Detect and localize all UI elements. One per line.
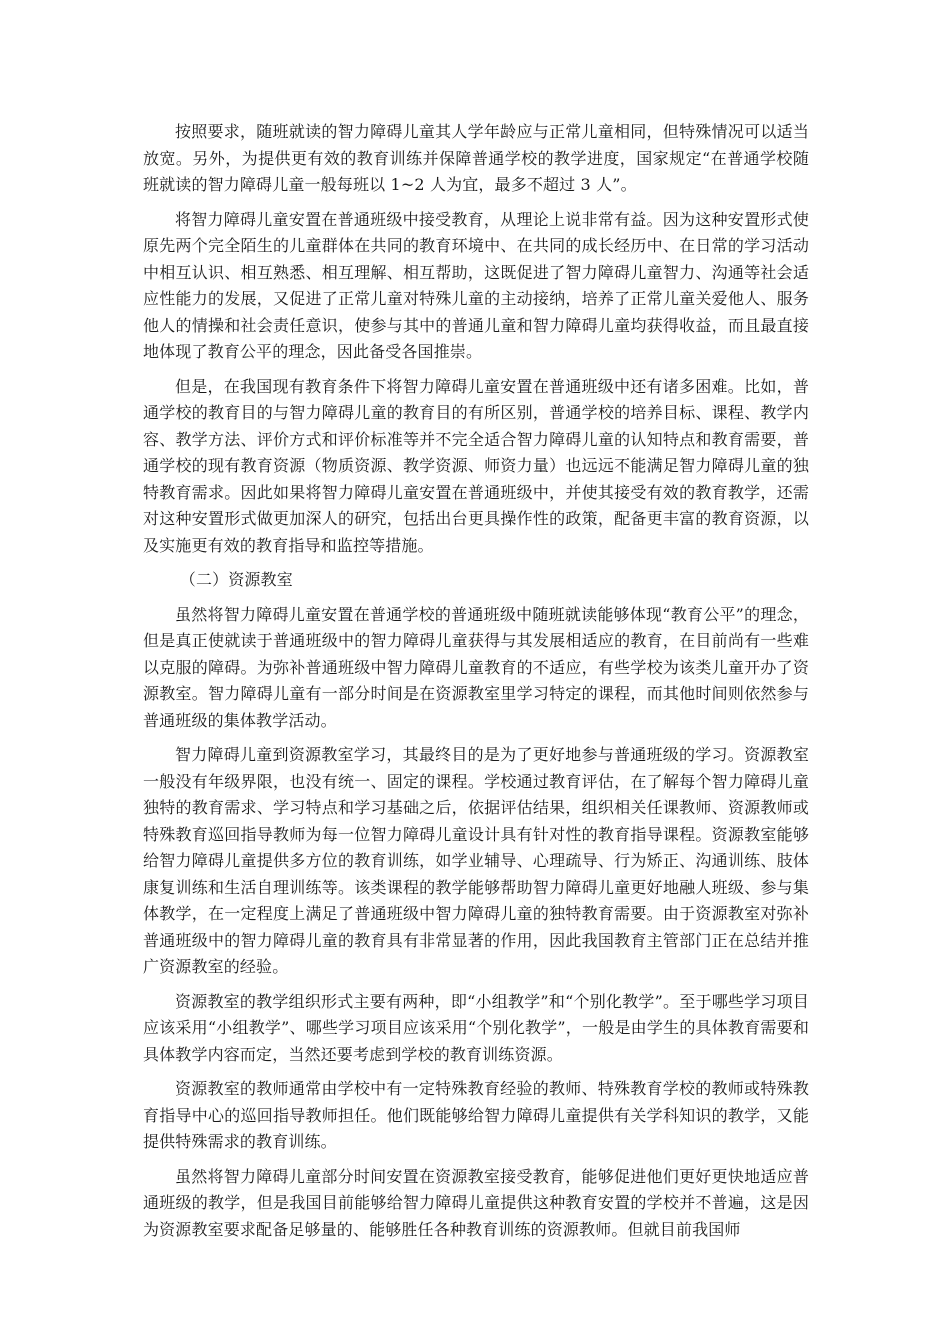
paragraph-teachers: 资源教室的教师通常由学校中有一定特殊教育经验的教师、特殊教育学校的教师或特殊教育指导中心的巡回指导教师担任。他们既能够给智力障碍儿童提供有关学科知识的教学，又能提供特殊需求的教育训练。 <box>143 1079 809 1151</box>
paragraph-enrollment: 按照要求，随班就读的智力障碍儿童其人学年龄应与正常儿童相同，但特殊情况可以适当放宽。另外，为提供更有效的教育训练并保障普通学校的教学进度，国家规定“在普通学校随班就读的智力障碍儿童一般每班以 1~2 人为宜，最多不超过 3 人”。 <box>143 122 809 194</box>
document-page <box>143 119 809 1251</box>
paragraph-teaching-forms: 资源教室的教学组织形式主要有两种，即“小组教学”和“个别化教学”。至于哪些学习项目应该采用“小组教学”、哪些学习项目应该采用“个别化教学”，一般是由学生的具体教育需要和具体教学内容而定，当然还要考虑到学校的教育训练资源。 <box>143 991 809 1064</box>
paragraph-resource-room-intro: 虽然将智力障碍儿童安置在普通学校的普通班级中随班就读能够体现“教育公平”的理念，但是真正使就读于普通班级中的智力障碍儿童获得与其发展相适应的教育，在目前尚有一些难以克服的障碍。为弥补普通班级中智力障碍儿童教育的不适应，有些学校为该类儿童开办了资源教室。智力障碍儿童有一部分时间是在资源教室里学习特定的课程，而其他时间则依然参与普通班级的集体教学活动。 <box>143 604 809 730</box>
paragraph-limitations: 虽然将智力障碍儿童部分时间安置在资源教室接受教育，能够促进他们更好更快地适应普通班级的教学，但是我国目前能够给智力障碍儿童提供这种教育安置的学校并不普遍，这是因为资源教室要求配备足够量的、能够胜任各种教育训练的资源教师。但就目前我国师 <box>143 1166 809 1239</box>
paragraph-benefits: 将智力障碍儿童安置在普通班级中接受教育，从理论上说非常有益。因为这种安置形式使原先两个完全陌生的儿童群体在共同的教育环境中、在共同的成长经历中、在日常的学习活动中相互认识、相互熟悉、相互理解、相互帮助，这既促进了智力障碍儿童智力、沟通等社会适应性能力的发展，又促进了正常儿童对特殊儿童的主动接纳，培养了正常儿童关爱他人、服务他人的情操和社会责任意识，使参与其中的普通儿童和智力障碍儿童均获得收益，而且最直接地体现了教育公平的理念，因此备受各国推崇。 <box>143 209 809 361</box>
section-heading: （二）资源教室 <box>179 570 293 589</box>
paragraph-difficulties: 但是，在我国现有教育条件下将智力障碍儿童安置在普通班级中还有诸多困难。比如，普通学校的教育目的与智力障碍儿童的教育目的有所区别，普通学校的培养目标、课程、教学内容、教学方法、评价方式和评价标准等并不完全适合智力障碍儿童的认知特点和教育需要，普通学校的现有教育资源（物质资源、教学资源、师资力量）也远远不能满足智力障碍儿童的独特教育需求。因此如果将智力障碍儿童安置在普通班级中，并使其接受有效的教育教学，还需对这种安置形式做更加深人的研究，包括出台更具操作性的政策，配备更丰富的教育资源，以及实施更有效的教育指导和监控等措施。 <box>143 376 809 555</box>
paragraph-resource-room-purpose: 智力障碍儿童到资源教室学习，其最终目的是为了更好地参与普通班级的学习。资源教室一般没有年级界限，也没有统一、固定的课程。学校通过教育评估，在了解每个智力障碍儿童独特的教育需求、学习特点和学习基础之后，依据评估结果，组织相关任课教师、资源教师或特殊教育巡回指导教师为每一位智力障碍儿童设计具有针对性的教育指导课程。资源教室能够给智力障碍儿童提供多方位的教育训练，如学业辅导、心理疏导、行为矫正、沟通训练、肢体康复训练和生活自理训练等。该类课程的教学能够帮助智力障碍儿童更好地融人班级、参与集体教学，在一定程度上满足了普通班级中智力障碍儿童的独特教育需要。由于资源教室对弥补普通班级中的智力障碍儿童的教育具有非常显著的作用，因此我国教育主管部门正在总结并推广资源教室的经验。 <box>143 745 809 976</box>
